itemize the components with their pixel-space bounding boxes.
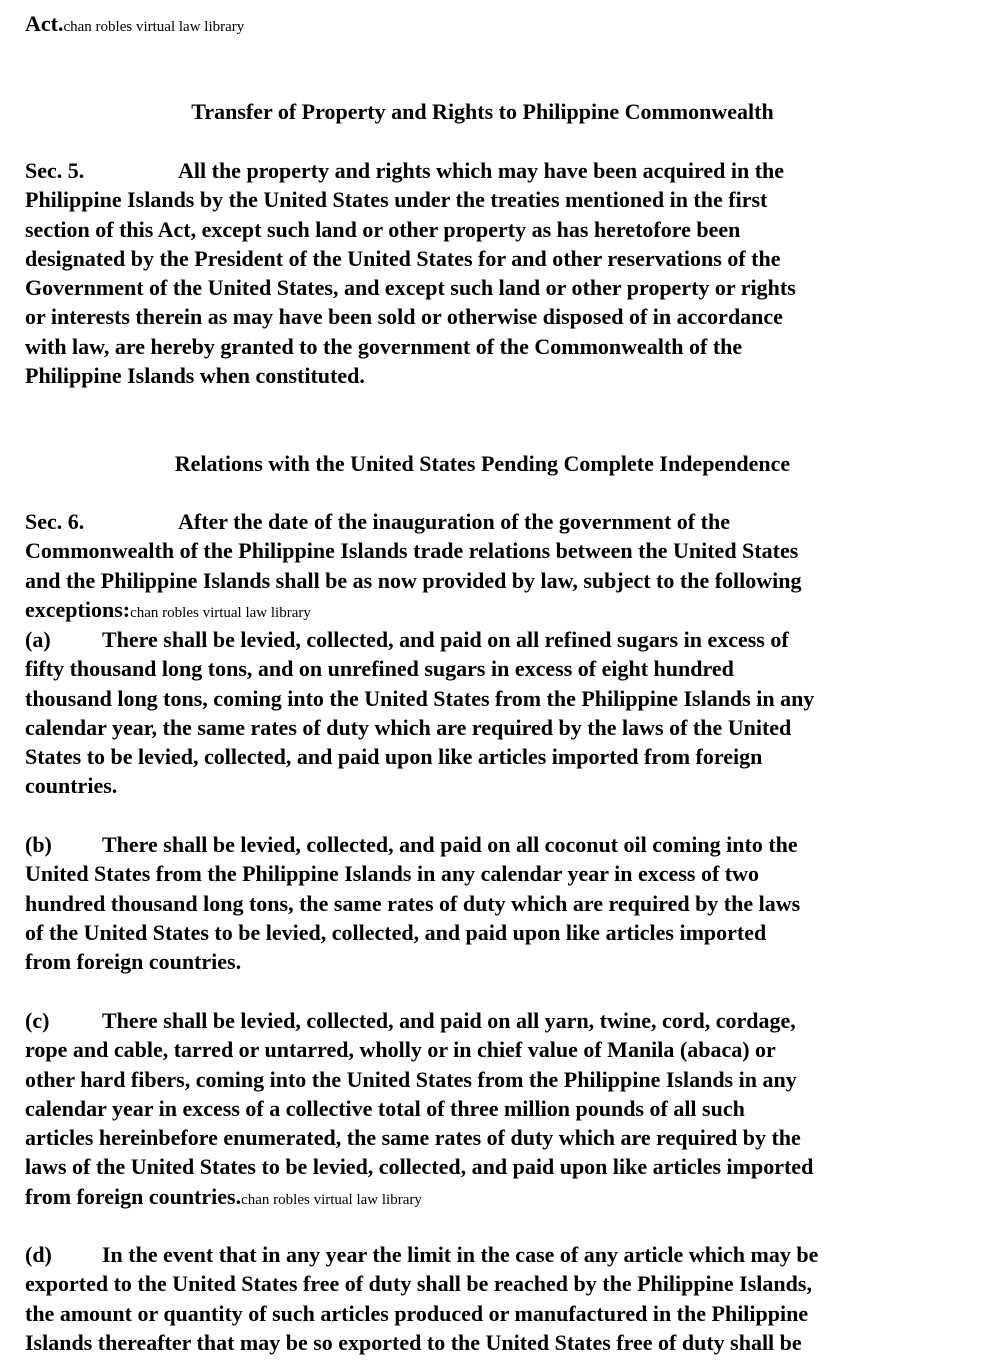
- section-6: [25, 507, 965, 624]
- section-heading-relations: Relations with the United States Pending Complete Independence: [174, 451, 791, 476]
- section-5-line: Philippine Islands by the United States under the treaties mentioned in the first: [25, 187, 768, 213]
- paragraph-a: [25, 625, 965, 801]
- section-6-line: Commonwealth of the Philippine Islands trade relations between the United States: [25, 538, 799, 564]
- section-5-label: Sec. 5.: [25, 158, 85, 183]
- paragraph-d-line: the amount or quantity of such articles produced or manufactured in the Philippine: [25, 1300, 809, 1326]
- act-fragment: Act.: [25, 11, 64, 36]
- section-5-line: Government of the United States, and except such land or other property or rights: [25, 275, 796, 301]
- section-6-label: Sec. 6.: [25, 509, 85, 534]
- paragraph-a-line: calendar year, the same rates of duty which are required by the laws of the United: [25, 714, 792, 740]
- watermark: chan robles virtual law library: [63, 19, 245, 35]
- watermark: chan robles virtual law library: [241, 1191, 422, 1208]
- paragraph-c-line: (c) There shall be levied, collected, and paid on all yarn, twine, cord, cordage,: [25, 1006, 965, 1035]
- paragraph-d-label: (d): [25, 1242, 52, 1267]
- paragraph-b-label: (b): [25, 832, 52, 857]
- paragraph-d-line: Islands thereafter that may be so exported to the United States free of duty shall be: [25, 1329, 802, 1355]
- section-5: [25, 156, 965, 390]
- section-6-line: exceptions:chan robles virtual law library: [25, 596, 311, 622]
- section-5-line: section of this Act, except such land or other property as has heretofore been: [25, 216, 741, 242]
- paragraph-a-label: (a): [25, 627, 51, 652]
- paragraph-d-line: exported to the United States free of duty shall be reached by the Philippine Islands,: [25, 1271, 812, 1297]
- paragraph-c-line: laws of the United States to be levied, collected, and paid upon like articles imported: [25, 1154, 814, 1180]
- paragraph-d: [25, 1240, 965, 1357]
- section-5-line: designated by the President of the United States for and other reservations of the: [25, 245, 781, 271]
- section-5-line: with law, are hereby granted to the government of the Commonwealth of the: [25, 333, 743, 359]
- paragraph-b-line: of the United States to be levied, collected, and paid upon like articles imported: [25, 919, 767, 945]
- paragraph-c-line: articles hereinbefore enumerated, the same rates of duty which are required by the: [25, 1125, 801, 1151]
- paragraph-b-line: (b) There shall be levied, collected, and paid on all coconut oil coming into the: [25, 830, 965, 859]
- paragraph-c-label: (c): [25, 1008, 50, 1033]
- paragraph-b-line: United States from the Philippine Islands in any calendar year in excess of two: [25, 861, 759, 887]
- paragraph-c-line: rope and cable, tarred or untarred, wholly or in chief value of Manila (abaca) or: [25, 1037, 776, 1063]
- paragraph-b-line: hundred thousand long tons, the same rates of duty which are required by the laws: [25, 890, 801, 916]
- paragraph-a-line: States to be levied, collected, and paid upon like articles imported from foreign: [25, 744, 763, 770]
- section-6-line: Sec. 6. After the date of the inauguration of the government of the: [25, 507, 965, 536]
- paragraph-c-line: other hard fibers, coming into the United States from the Philippine Islands in any: [25, 1066, 797, 1092]
- paragraph-a-line: fifty thousand long tons, and on unrefined sugars in excess of eight hundred: [25, 656, 734, 682]
- section-6-line: and the Philippine Islands shall be as now provided by law, subject to the following: [25, 567, 802, 593]
- paragraph-a-line: (a) There shall be levied, collected, and paid on all refined sugars in excess of: [25, 625, 965, 654]
- paragraph-c-line: calendar year in excess of a collective total of three million pounds of all such: [25, 1095, 745, 1121]
- section-5-line: Sec. 5. All the property and rights which may have been acquired in the: [25, 156, 965, 185]
- paragraph-a-line: countries.: [25, 773, 118, 799]
- section-5-line: or interests therein as may have been sold or otherwise disposed of in accordance: [25, 304, 783, 330]
- section-5-line: Philippine Islands when constituted.: [25, 363, 365, 389]
- watermark: chan robles virtual law library: [130, 604, 311, 621]
- paragraph-c-line: from foreign countries.chan robles virtual law library: [25, 1183, 422, 1209]
- paragraph-a-line: thousand long tons, coming into the United States from the Philippine Islands in any: [25, 685, 815, 711]
- section-heading-transfer: Transfer of Property and Rights to Philippine Commonwealth: [191, 99, 774, 124]
- paragraph-b: [25, 830, 965, 976]
- paragraph-c: [25, 1006, 965, 1211]
- top-line: [25, 9, 244, 42]
- paragraph-d-line: (d) In the event that in any year the limit in the case of any article which may be: [25, 1240, 965, 1269]
- paragraph-b-line: from foreign countries.: [25, 949, 242, 975]
